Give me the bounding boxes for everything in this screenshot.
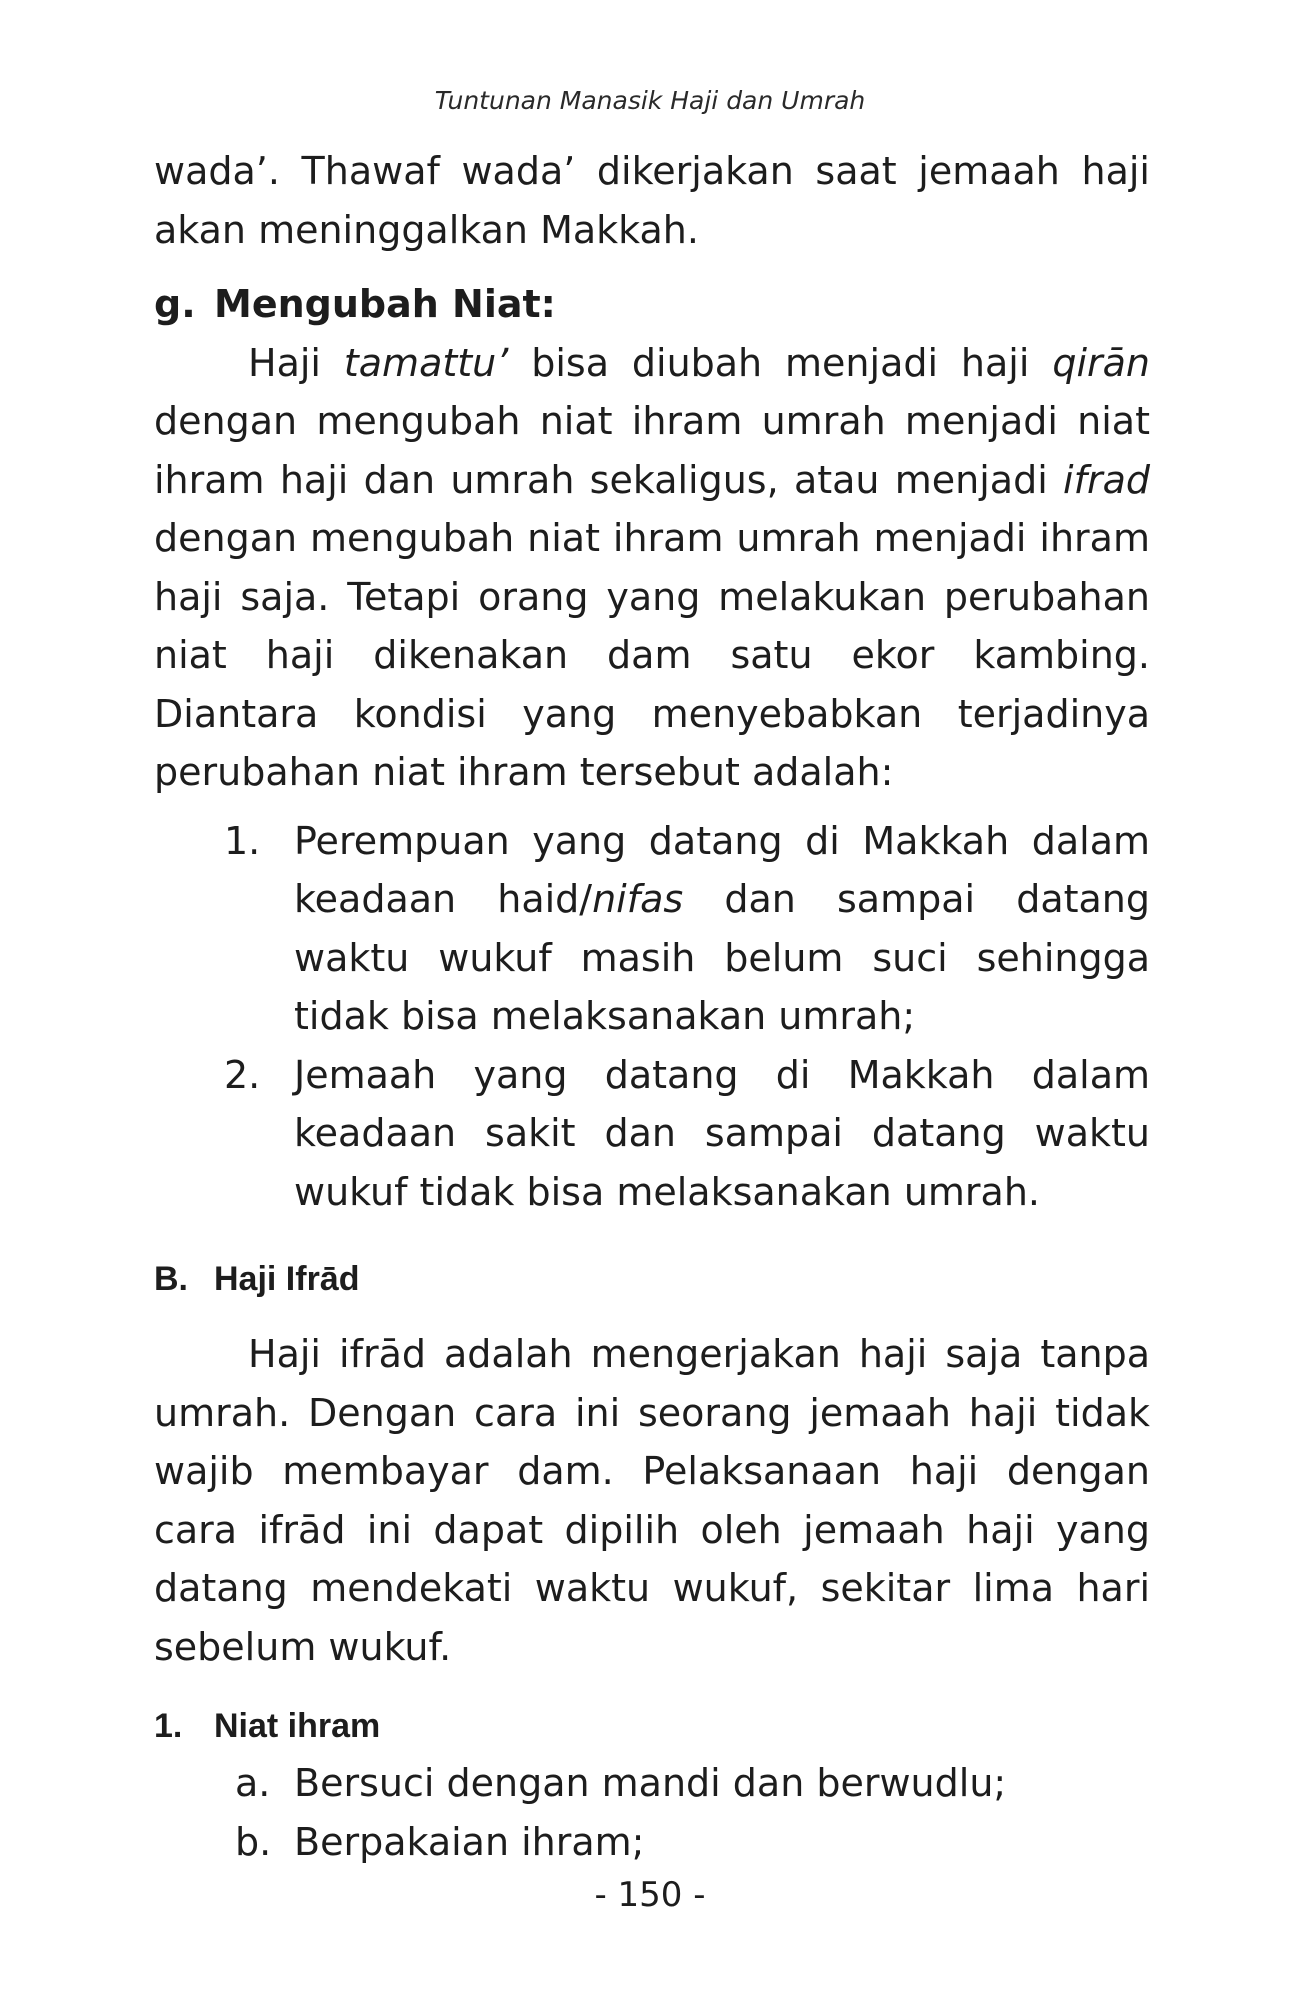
paragraph-text: dengan mengubah niat ihram umrah menjadi niat ihram haji dan umrah sekaligus, atau menjadi — [154, 399, 1150, 502]
list-marker: 2. — [224, 1052, 261, 1097]
page-number: - 150 - — [594, 1875, 706, 1915]
list-marker: b. — [235, 1819, 272, 1864]
term-tamattu: tamattu’ — [343, 340, 509, 385]
term-ifrad: ifrad — [1063, 457, 1150, 502]
paragraph-text: Haji — [248, 340, 344, 385]
conditions-list — [154, 812, 1150, 1222]
subsection-marker: 1. — [154, 1707, 183, 1745]
paragraph-haji-ifrad: Haji ifrād adalah mengerjakan haji saja tanpa umrah. Dengan cara ini seorang jemaah haji tidak wajib membayar dam. Pelaksanaan haji dengan cara ifrād ini dapat dipilih oleh jemaah haji yang datang mendekati waktu wukuf, sekitar lima hari sebelum wukuf. — [154, 1332, 1150, 1669]
subheading-marker: g. — [154, 282, 196, 326]
list-item-text: dan sampai datang waktu wukuf masih belum suci sehingga tidak bisa melaksanakan umrah; — [294, 877, 1150, 1038]
list-marker: a. — [235, 1761, 271, 1805]
section-marker: B. — [154, 1260, 188, 1298]
running-header: Tuntunan Manasik Haji dan Umrah — [434, 86, 866, 115]
list-item — [154, 1813, 1150, 1872]
niat-ihram-list — [154, 1754, 1150, 1871]
list-item-text: Bersuci dengan mandi dan berwudlu; — [294, 1761, 1007, 1805]
term-qiran: qirān — [1052, 340, 1150, 385]
list-marker: 1. — [224, 818, 261, 863]
subheading-mengubah-niat — [154, 275, 1150, 334]
subheading-title: Mengubah Niat: — [214, 282, 556, 326]
list-item-text: Perempuan yang datang di Makkah dalam keadaan haid/ — [294, 818, 1150, 921]
section-heading-haji-ifrad — [154, 1255, 1150, 1303]
subsection-heading-niat-ihram — [154, 1702, 1150, 1750]
continued-paragraph: wada’. Thawaf wada’ dikerjakan saat jemaah haji akan meninggalkan Makkah. — [154, 149, 1150, 252]
term-nifas: nifas — [592, 877, 684, 921]
list-item-text: Berpakaian ihram; — [294, 1819, 645, 1864]
paragraph-text: bisa diubah menjadi haji — [508, 340, 1053, 385]
list-item-text: Jemaah yang datang di Makkah dalam keadaan sakit dan sampai datang waktu wukuf tidak bisa melaksanakan umrah. — [294, 1052, 1150, 1214]
paragraph-mengubah-niat — [154, 334, 1150, 802]
list-item — [154, 1754, 1150, 1813]
page-body — [154, 142, 1150, 1871]
list-item — [154, 1046, 1150, 1222]
paragraph-text: dengan mengubah niat ihram umrah menjadi ihram haji saja. Tetapi orang yang melakukan perubahan niat haji dikenakan dam satu ekor kambing. Diantara kondisi yang menyebabkan terjadinya perubahan niat ihram tersebut adalah: — [154, 516, 1150, 794]
list-item — [154, 812, 1150, 1046]
subsection-title: Niat ihram — [214, 1707, 381, 1745]
section-title: Haji Ifrād — [214, 1260, 360, 1298]
